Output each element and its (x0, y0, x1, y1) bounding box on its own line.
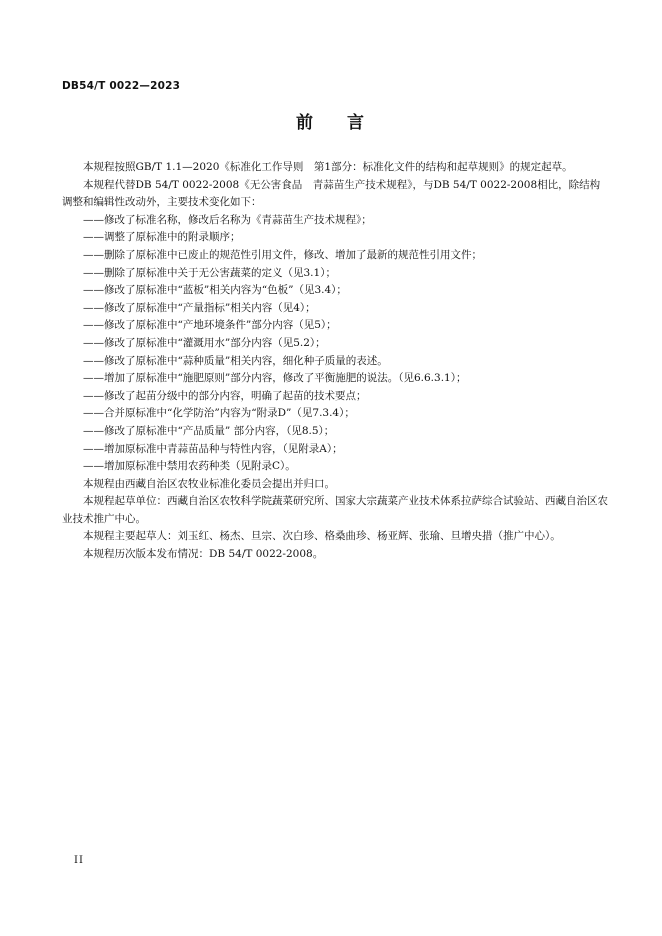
page-title (0, 108, 662, 133)
change-item: ——增加原标准中青蒜苗品种与特性内容，（见附录A）； (83, 442, 343, 455)
change-item: ——修改了原标准中“蓝板”相关内容为“色板”（见3.4）； (83, 284, 347, 297)
title-char-1: 前 (296, 113, 315, 133)
paragraph-proposer: 本规程由西藏自治区农牧业标准化委员会提出并归口。 (83, 477, 335, 490)
paragraph-drafting-units: 本规程起草单位：西藏自治区农牧科学院蔬菜研究所、国家大宗蔬菜产业技术体系拉萨综合试验站、西藏自治区农业技术推广中心。 (62, 495, 608, 525)
change-item: ——修改了起苗分级中的部分内容，明确了起苗的技术要点； (83, 389, 367, 402)
paragraph-drafters: 本规程主要起草人：刘玉红、杨杰、旦宗、次白珍、格桑曲珍、杨亚辉、张瑜、旦增央措（推广中心）。 (83, 530, 561, 543)
change-item: ——修改了原标准中“蒜种质量”相关内容，细化种子质量的表述。 (83, 354, 388, 367)
page-number: II (74, 855, 84, 866)
change-item: ——修改了原标准中“产量指标”相关内容（见4）； (83, 301, 316, 314)
document-body (62, 159, 610, 564)
title-char-2: 言 (347, 113, 366, 133)
change-item: ——修改了标准名称，修改后名称为《青蒜苗生产技术规程》； (83, 213, 372, 226)
change-item: ——增加原标准中禁用农药种类（见附录C）。 (83, 460, 296, 473)
change-item: ——合并原标准中“化学防治”内容为“附录D”（见7.3.4）； (83, 407, 355, 420)
change-item: ——修改了原标准中“灌溉用水”部分内容（见5.2）； (83, 336, 326, 349)
change-item: ——修改了原标准中“产地环境条件”部分内容（见5）； (83, 319, 337, 332)
doc-code: DB54/T 0022—2023 (62, 80, 181, 92)
paragraph-replacement: 本规程代替DB 54/T 0022-2008《无公害食品 青蒜苗生产技术规程》，与DB 54/T 0022-2008相比，除结构调整和编辑性改动外，主要技术变化如下： (62, 178, 601, 209)
change-item: ——调整了原标准中的附录顺序； (83, 231, 241, 244)
paragraph-version-history: 本规程历次版本发布情况：DB 54/T 0022-2008。 (83, 548, 324, 561)
change-item: ——增加了原标准中“施肥原则”部分内容，修改了平衡施肥的说法。（见6.6.3.1）； (83, 372, 467, 385)
change-item: ——修改了原标准中“产品质量” 部分内容，（见8.5）； (83, 424, 335, 437)
paragraph-drafting-rule: 本规程按照GB/T 1.1—2020《标准化工作导则 第1部分：标准化文件的结构和起草规则》的规定起草。 (83, 161, 573, 173)
change-item: ——删除了原标准中关于无公害蔬菜的定义（见3.1）； (83, 266, 336, 279)
change-item: ——删除了原标准中已废止的规范性引用文件，修改、增加了最新的规范性引用文件； (83, 248, 482, 261)
